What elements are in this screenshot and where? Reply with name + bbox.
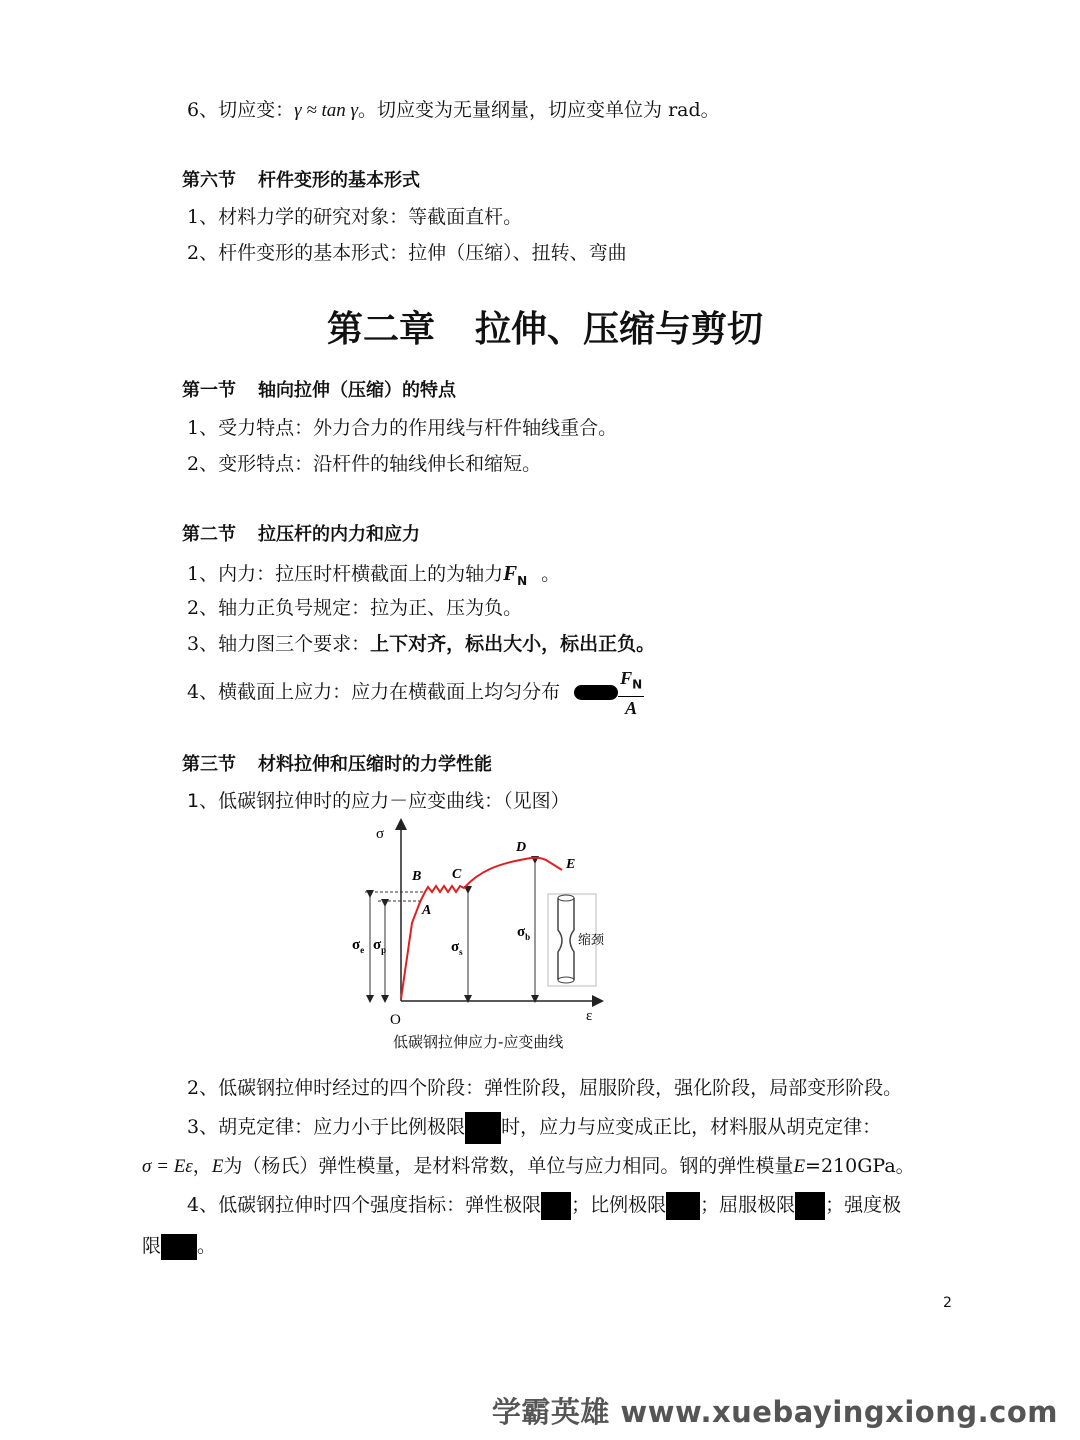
stress-fraction [618,667,644,719]
s2-number: 第二节 [182,524,236,545]
point-a-label: A [422,903,432,918]
s2-title: 拉压杆的内力和应力 [258,524,420,545]
figure-caption: 低碳钢拉伸应力-应变曲线 [393,1033,564,1051]
s3-item-3-d: 为（杨氏）弹性模量，是材料常数，单位与应力相同。钢的弹性模量 [223,1155,794,1177]
s2-item-3-prefix: 3、轴力图三个要求： [187,633,371,655]
s1-item-1: 1、受力特点：外力合力的作用线与杆件轴线重合。 [187,417,618,439]
origin-label: O [390,1012,401,1028]
s2-item-4-text: 4、横截面上应力：应力在横截面上均匀分布 [187,680,561,703]
s3-item-1: 1、低碳钢拉伸时的应力－应变曲线：（见图） [187,790,570,812]
s3-heading [182,752,492,778]
redacted-sigma-p [465,1112,501,1144]
s2-item-3-bold: 上下对齐，标出大小，标出正负。 [370,633,656,655]
modulus-symbol-2: E [793,1156,806,1177]
sigma-s-label: $\sigma_s$ [451,939,463,957]
hooke-formula: σ = Eε [142,1156,193,1177]
redacted-sigma-s [795,1192,825,1220]
stress-strain-curve [401,858,562,999]
s1-title: 轴向拉伸（压缩）的特点 [258,380,456,401]
shear-strain-formula: γ ≈ tan γ [294,100,359,121]
fraction-numerator: F [620,668,633,688]
redacted-sigma-p-2 [666,1192,700,1220]
s1-item-2: 2、变形特点：沿杆件的轴线伸长和缩短。 [187,453,542,475]
chapter-number: 第二章 [326,309,435,350]
stress-strain-figure [340,818,620,1028]
shear-strain-prefix: 6、切应变： [187,99,295,121]
s3-title: 材料拉伸和压缩时的力学性能 [258,754,492,775]
s3-item-3 [187,1112,881,1144]
s1-heading [182,378,456,404]
redacted-sigma [574,685,618,700]
s2-heading [182,522,420,548]
s3-item-4-continued [142,1233,216,1260]
point-c-label: C [452,867,462,882]
s3-number: 第三节 [182,754,236,775]
s3-item-4 [187,1192,901,1220]
x-axis-label: ε [586,1008,593,1024]
section6-item-1: 1、材料力学的研究对象：等截面直杆。 [187,206,523,228]
s3-item-2: 2、低碳钢拉伸时经过的四个阶段：弹性阶段，屈服阶段，强化阶段，局部变形阶段。 [187,1077,903,1099]
s2-item-1-text: 1、内力：拉压时杆横截面上的为轴力 [187,563,504,585]
s3-item-4-c: ；屈服极限 [700,1194,796,1216]
s2-item-1-end: 。 [541,563,561,585]
s3-item-4-f: 。 [197,1235,217,1257]
fraction-numerator-sub: N [632,677,643,692]
page-number: 2 [943,1295,952,1311]
s1-number: 第一节 [182,380,236,401]
redacted-sigma-e [541,1192,571,1220]
y-axis-label: σ [376,826,385,842]
s3-item-3-a: 3、胡克定律：应力小于比例极限 [187,1116,466,1138]
fraction-denominator: A [625,697,638,718]
axial-force-subscript: N [517,573,528,588]
modulus-symbol: E [211,1156,224,1177]
sigma-b-label: $\sigma_b$ [517,924,531,942]
s3-item-4-d: ；强度极 [825,1194,902,1216]
section6-title: 杆件变形的基本形式 [258,170,420,191]
section6-heading [182,168,420,194]
chapter-name: 拉伸、压缩与剪切 [475,309,764,350]
s3-item-3-b: 时，应力与应变成正比，材料服从胡克定律： [501,1116,882,1138]
necking-specimen [558,898,574,980]
section6-number: 第六节 [182,170,236,191]
s3-item-4-a: 4、低碳钢拉伸时四个强度指标：弹性极限 [187,1194,542,1216]
point-d-label: D [516,840,527,855]
shear-strain-suffix: 。切应变为无量纲量，切应变单位为 rad。 [358,99,720,121]
chapter-title [0,306,1080,354]
point-e-label: E [566,857,576,872]
sigma-e-label: $\sigma_e$ [352,937,365,955]
s2-item-4 [187,667,644,719]
s3-item-3-e: =210GPa。 [805,1155,915,1177]
shear-strain-item [187,97,720,124]
hooke-law-line [142,1153,915,1180]
s2-item-3 [187,631,655,657]
s3-item-4-b: ；比例极限 [571,1194,667,1216]
sigma-p-label: $\sigma_p$ [373,937,387,955]
necking-label: 缩颈 [578,933,605,948]
site-watermark[interactable]: 学霸英雄 www.xuebayingxiong.com [491,1395,1058,1429]
s3-item-4-e: 限 [142,1235,162,1257]
axial-force-symbol: F [503,561,518,585]
point-b-label: B [412,869,422,884]
redacted-sigma-b [161,1234,197,1260]
s2-item-2: 2、轴力正负号规定：拉为正、压为负。 [187,597,523,619]
hooke-comma: ， [192,1155,212,1177]
s2-item-1 [187,560,560,594]
section6-item-2: 2、杆件变形的基本形式：拉伸（压缩）、扭转、弯曲 [187,242,627,264]
